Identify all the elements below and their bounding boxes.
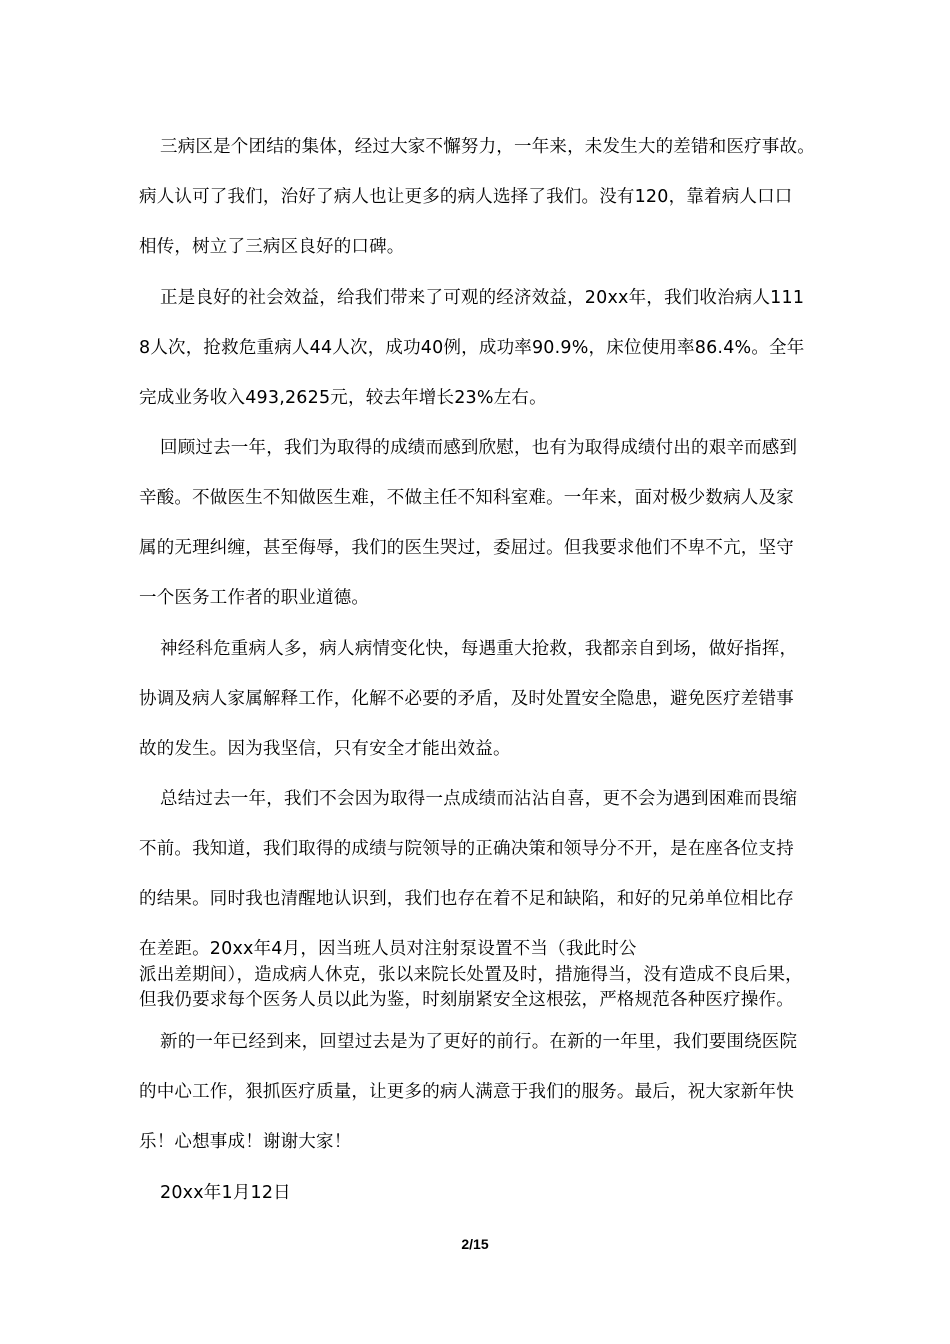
paragraph-3-line-4: 一个医务工作者的职业道德。: [139, 588, 370, 608]
signature-date: 20xx年1月12日: [160, 1183, 291, 1203]
paragraph-3-line-1: 回顾过去一年，我们为取得的成绩而感到欣慰，也有为取得成绩付出的艰辛而感到: [160, 438, 798, 458]
paragraph-5-line-6: 但我仍要求每个医务人员以此为鉴，时刻崩紧安全这根弦，严格规范各种医疗操作。: [139, 990, 794, 1010]
paragraph-6-line-3: 乐！心想事成！谢谢大家！: [139, 1132, 352, 1152]
paragraph-2-line-3: 完成业务收入493,2625元，较去年增长23%左右。: [139, 388, 547, 408]
paragraph-5-line-4: 在差距。20xx年4月，因当班人员对注射泵设置不当（我此时公: [139, 939, 637, 959]
paragraph-4-line-1: 神经科危重病人多，病人病情变化快，每遇重大抢救，我都亲自到场，做好指挥，: [160, 639, 798, 659]
paragraph-1-line-1: 三病区是个团结的集体，经过大家不懈努力，一年来，未发生大的差错和医疗事故。: [160, 137, 815, 157]
paragraph-3-line-3: 属的无理纠缠，甚至侮辱，我们的医生哭过，委屈过。但我要求他们不卑不亢，坚守: [139, 538, 794, 558]
paragraph-4-line-2: 协调及病人家属解释工作，化解不必要的矛盾，及时处置安全隐患，避免医疗差错事: [139, 689, 794, 709]
paragraph-2-line-1: 正是良好的社会效益，给我们带来了可观的经济效益，20xx年，我们收治病人111: [160, 288, 805, 308]
paragraph-3-line-2: 辛酸。不做医生不知做医生难，不做主任不知科室难。一年来，面对极少数病人及家: [139, 488, 794, 508]
paragraph-5-line-3: 的结果。同时我也清醒地认识到，我们也存在着不足和缺陷，和好的兄弟单位相比存: [139, 889, 794, 909]
paragraph-5-line-2: 不前。我知道，我们取得的成绩与院领导的正确决策和领导分不开，是在座各位支持: [139, 839, 794, 859]
paragraph-6-line-2: 的中心工作，狠抓医疗质量，让更多的病人满意于我们的服务。最后，祝大家新年快: [139, 1082, 794, 1102]
paragraph-2-line-2: 8人次，抢救危重病人44人次，成功40例，成功率90.9%，床位使用率86.4%。全年: [139, 338, 805, 358]
paragraph-6-line-1: 新的一年已经到来，回望过去是为了更好的前行。在新的一年里，我们要围绕医院: [160, 1032, 798, 1052]
page-number: 2/15: [461, 1236, 489, 1252]
paragraph-1-line-3: 相传，树立了三病区良好的口碑。: [139, 237, 405, 257]
paragraph-5-line-5: 派出差期间），造成病人休克，张以来院长处置及时，措施得当，没有造成不良后果，: [139, 965, 803, 985]
paragraph-1-line-2: 病人认可了我们，治好了病人也让更多的病人选择了我们。没有120，靠着病人口口: [139, 187, 793, 207]
paragraph-5-line-1: 总结过去一年，我们不会因为取得一点成绩而沾沾自喜，更不会为遇到困难而畏缩: [160, 789, 798, 809]
paragraph-4-line-3: 故的发生。因为我坚信，只有安全才能出效益。: [139, 739, 511, 759]
